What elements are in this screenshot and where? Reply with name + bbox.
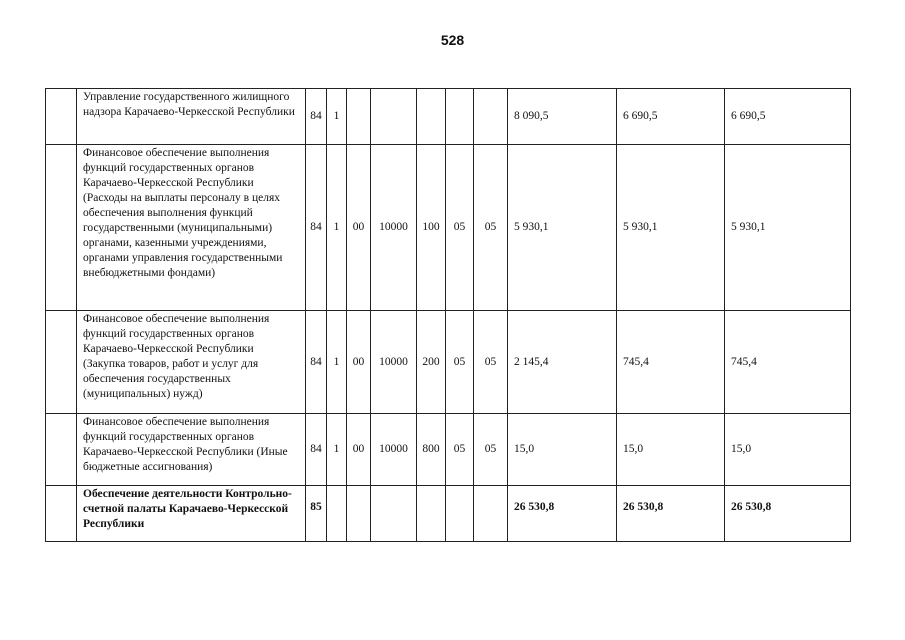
- code-cell: 05: [446, 145, 474, 311]
- code-cell: 200: [417, 311, 446, 414]
- row-description: Финансовое обеспечение выполнения функций государственных органов Карачаево-Черкесской Республики (Закупка товаров, работ и услуг для обеспечения государственных (муниципальных) нужд): [77, 311, 306, 414]
- code-cell: 00: [347, 311, 371, 414]
- amount-cell: 15,0: [617, 414, 725, 486]
- code-cell: 05: [446, 414, 474, 486]
- table-row: [46, 486, 851, 542]
- amount-cell: 26 530,8: [725, 486, 851, 542]
- table-row: [46, 145, 851, 311]
- code-cell: 10000: [371, 145, 417, 311]
- amount-cell: 2 145,4: [508, 311, 617, 414]
- code-cell: 05: [474, 145, 508, 311]
- row-description: Финансовое обеспечение выполнения функций государственных органов Карачаево-Черкесской Республики (Иные бюджетные ассигнования): [77, 414, 306, 486]
- amount-cell: 26 530,8: [617, 486, 725, 542]
- blank-cell: [46, 89, 77, 145]
- code-cell: 84: [306, 89, 327, 145]
- blank-cell: [46, 145, 77, 311]
- code-cell: [327, 486, 347, 542]
- code-cell: [371, 89, 417, 145]
- code-cell: 05: [446, 311, 474, 414]
- code-cell: 84: [306, 145, 327, 311]
- table-row: [46, 89, 851, 145]
- code-cell: 10000: [371, 414, 417, 486]
- code-cell: 1: [327, 414, 347, 486]
- amount-cell: 6 690,5: [725, 89, 851, 145]
- amount-cell: 745,4: [617, 311, 725, 414]
- row-description: Финансовое обеспечение выполнения функций государственных органов Карачаево-Черкесской Республики (Расходы на выплаты персоналу в целях обеспечения выполнения функций государственными (муниципальными) органами, казенными учреждениями, органами управления государственными внебюджетными фондами): [77, 145, 306, 311]
- code-cell: [417, 89, 446, 145]
- code-cell: 05: [474, 311, 508, 414]
- code-cell: 100: [417, 145, 446, 311]
- code-cell: 10000: [371, 311, 417, 414]
- row-description: Обеспечение деятельности Контрольно-счетной палаты Карачаево-Черкесской Республики: [77, 486, 306, 542]
- code-cell: 00: [347, 145, 371, 311]
- amount-cell: 15,0: [725, 414, 851, 486]
- code-cell: 1: [327, 89, 347, 145]
- page-number: 528: [440, 32, 465, 48]
- table-row: [46, 311, 851, 414]
- blank-cell: [46, 486, 77, 542]
- code-cell: 1: [327, 311, 347, 414]
- code-cell: 1: [327, 145, 347, 311]
- amount-cell: 6 690,5: [617, 89, 725, 145]
- blank-cell: [46, 311, 77, 414]
- amount-cell: 5 930,1: [725, 145, 851, 311]
- amount-cell: 5 930,1: [508, 145, 617, 311]
- row-description: Управление государственного жилищного надзора Карачаево-Черкесской Республики: [77, 89, 306, 145]
- amount-cell: 15,0: [508, 414, 617, 486]
- code-cell: [371, 486, 417, 542]
- table-row: [46, 414, 851, 486]
- code-cell: [347, 89, 371, 145]
- blank-cell: [46, 414, 77, 486]
- code-cell: 800: [417, 414, 446, 486]
- code-cell: 00: [347, 414, 371, 486]
- code-cell: [446, 89, 474, 145]
- code-cell: [347, 486, 371, 542]
- code-cell: [474, 486, 508, 542]
- code-cell: 84: [306, 414, 327, 486]
- amount-cell: 5 930,1: [617, 145, 725, 311]
- amount-cell: 26 530,8: [508, 486, 617, 542]
- code-cell: [474, 89, 508, 145]
- amount-cell: 8 090,5: [508, 89, 617, 145]
- code-cell: [446, 486, 474, 542]
- budget-table: [45, 88, 851, 542]
- code-cell: 84: [306, 311, 327, 414]
- code-cell: 05: [474, 414, 508, 486]
- amount-cell: 745,4: [725, 311, 851, 414]
- code-cell: 85: [306, 486, 327, 542]
- code-cell: [417, 486, 446, 542]
